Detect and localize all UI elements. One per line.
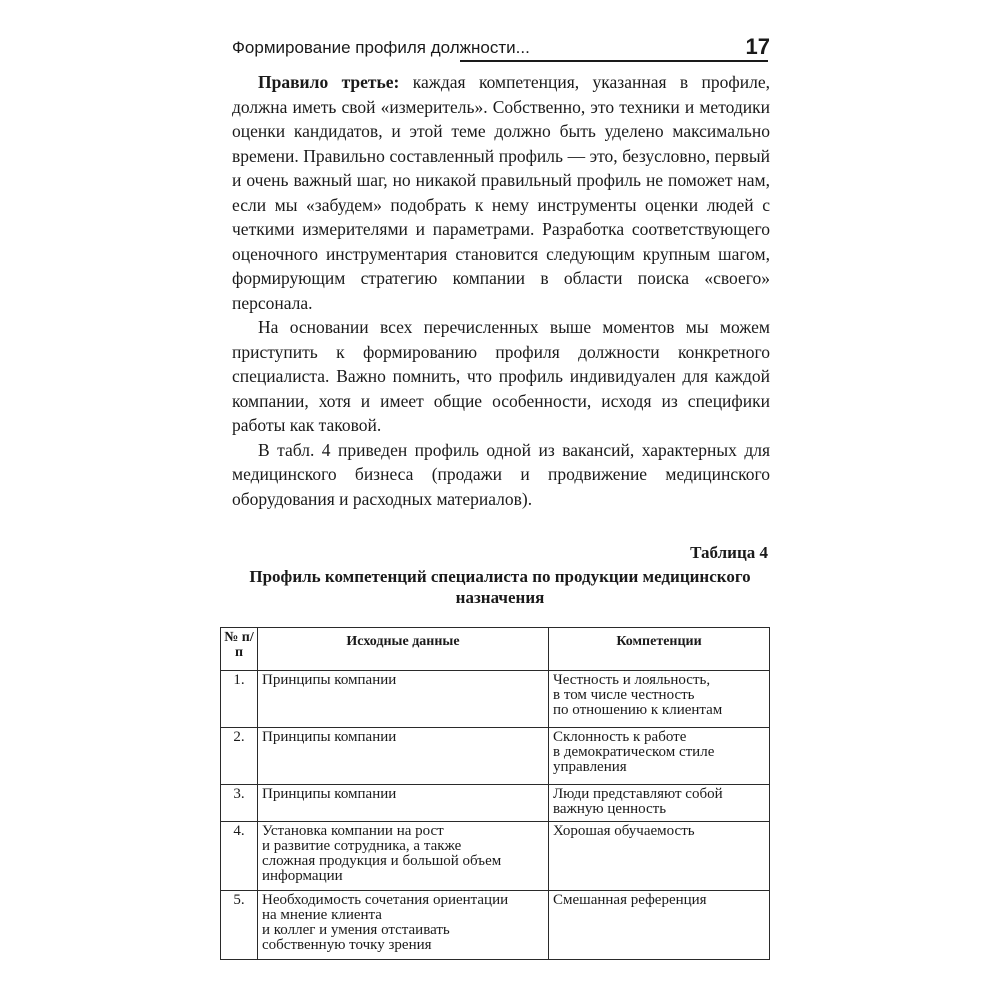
row-source: Принципы компании bbox=[258, 728, 549, 785]
page-header bbox=[232, 34, 770, 62]
table-row bbox=[221, 891, 770, 960]
row-num: 2. bbox=[221, 728, 258, 785]
table-row bbox=[221, 822, 770, 891]
row-competency: Честность и лояльность, в том числе честность по отношению к клиентам bbox=[549, 671, 770, 728]
rule-three-text: каждая компетенция, указанная в профиле, должна иметь свой «измеритель». Собственно, это техники и методики оценки кандидатов, и этой теме должно быть уделено максимально времени. Правильно составленный профиль — это, безусловно, первый и очень важный шаг, но никакой правильный профиль не поможет нам, если мы «забудем» подобрать к нему инструменты оценки людей с четкими измерителями и параметрами. Разработка соответствующего оценочного инструментария становится следующим крупным шагом, формирующим стратегию компании в области поиска «своего» персонала. bbox=[232, 72, 771, 313]
table-caption: Профиль компетенций специалиста по продукции медицинского назначения bbox=[249, 567, 751, 607]
page-number: 17 bbox=[745, 34, 770, 59]
rule-three-lead: Правило третье: bbox=[258, 72, 400, 92]
header-source: Исходные данные bbox=[258, 628, 549, 671]
running-title: Формирование профиля должности... bbox=[232, 38, 530, 57]
table-row bbox=[221, 728, 770, 785]
row-competency: Люди представляют собой важную ценность bbox=[549, 785, 770, 822]
table-row bbox=[221, 785, 770, 822]
row-competency: Смешанная референция bbox=[549, 891, 770, 960]
paragraph-table-reference: В табл. 4 приведен профиль одной из вакансий, характерных для медицинского бизнеса (продажи и продвижение медицинского оборудования и расходных материалов). bbox=[232, 439, 770, 509]
row-num: 4. bbox=[221, 822, 258, 891]
row-source: Необходимость сочетания ориентации на мнение клиента и коллег и умения отстаивать собственную точку зрения bbox=[258, 891, 549, 960]
row-source: Принципы компании bbox=[258, 785, 549, 822]
table-label: Таблица 4 bbox=[690, 543, 768, 562]
row-competency: Хорошая обучаемость bbox=[549, 822, 770, 891]
row-source: Принципы компании bbox=[258, 671, 549, 728]
paragraph-rule-three bbox=[232, 70, 770, 315]
competency-table bbox=[220, 627, 770, 960]
paragraph-profile-formation: На основании всех перечисленных выше моментов мы можем приступить к формированию профиля должности конкретного специалиста. Важно помнить, что профиль индивидуален для каждой компании, хотя и имеет общие особенности, исходя из специфики работы как таковой. bbox=[232, 317, 770, 435]
header-competencies: Компетенции bbox=[549, 628, 770, 671]
header-num: № п/п bbox=[221, 628, 258, 671]
row-source: Установка компании на рост и развитие сотрудника, а также сложная продукция и большой объем информации bbox=[258, 822, 549, 891]
row-competency: Склонность к работе в демократическом стиле управления bbox=[549, 728, 770, 785]
row-num: 1. bbox=[221, 671, 258, 728]
row-num: 5. bbox=[221, 891, 258, 960]
row-num: 3. bbox=[221, 785, 258, 822]
header-rule bbox=[460, 60, 768, 62]
table-row bbox=[221, 671, 770, 728]
table-header-row bbox=[221, 628, 770, 671]
body-text bbox=[232, 70, 770, 511]
